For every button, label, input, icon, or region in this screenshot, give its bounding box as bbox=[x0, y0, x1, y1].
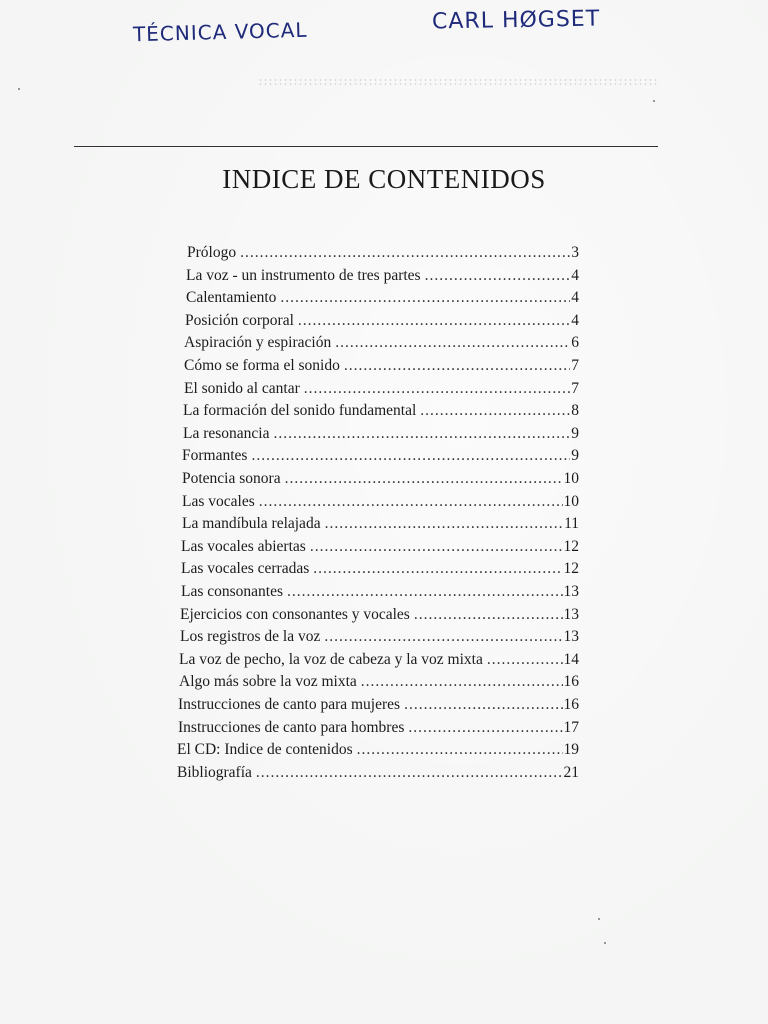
toc-entry-label: Ejercicios con consonantes y vocales bbox=[180, 605, 410, 623]
toc-entry-page: 13 bbox=[563, 628, 579, 646]
toc-leader-dots bbox=[335, 332, 570, 354]
scan-mark bbox=[18, 88, 20, 90]
toc-entry-label: La formación del sonido fundamental bbox=[183, 402, 417, 420]
toc-entry-label: La voz - un instrumento de tres partes bbox=[186, 266, 421, 284]
toc-entry bbox=[177, 762, 579, 784]
toc-entry bbox=[183, 400, 579, 422]
toc-leader-dots bbox=[251, 445, 570, 467]
toc-leader-dots bbox=[414, 604, 563, 626]
toc-leader-dots bbox=[361, 671, 563, 693]
toc-entry-label: La mandíbula relajada bbox=[182, 515, 321, 533]
toc-entry-page: 21 bbox=[563, 763, 579, 781]
toc-leader-dots bbox=[487, 649, 563, 671]
toc-leader-dots bbox=[425, 265, 571, 287]
toc-entry bbox=[184, 378, 579, 400]
toc-leader-dots bbox=[310, 536, 563, 558]
toc-entry-page: 13 bbox=[563, 583, 579, 600]
toc-entry-label: Las vocales bbox=[182, 492, 255, 510]
toc-entry-label: Formantes bbox=[182, 447, 248, 465]
toc-entry-page: 7 bbox=[571, 379, 579, 397]
toc-entry-label: La voz de pecho, la voz de cabeza y la voz mixta bbox=[179, 650, 483, 668]
toc-leader-dots bbox=[324, 626, 562, 648]
toc-entry-page: 3 bbox=[571, 244, 579, 261]
toc-entry-page: 10 bbox=[563, 470, 579, 487]
toc-leader-dots bbox=[344, 355, 570, 377]
toc-entry-label: Los registros de la voz bbox=[180, 628, 321, 646]
toc-entry-page: 10 bbox=[563, 492, 579, 510]
toc-entry bbox=[184, 332, 579, 354]
scan-mark bbox=[604, 942, 606, 944]
toc-entry-page: 14 bbox=[563, 650, 579, 668]
handwritten-note-right: CARL HØGSET bbox=[431, 6, 601, 35]
toc-entry bbox=[186, 265, 579, 287]
toc-entry-page: 6 bbox=[571, 334, 579, 352]
toc-leader-dots bbox=[259, 491, 563, 513]
scan-mark bbox=[653, 100, 655, 102]
toc-leader-dots bbox=[285, 468, 563, 490]
toc-entry-page: 9 bbox=[571, 447, 579, 465]
toc-entry-label: El CD: Indice de contenidos bbox=[177, 741, 353, 759]
scan-speckle bbox=[258, 78, 658, 86]
toc-leader-dots bbox=[274, 423, 571, 445]
toc-leader-dots bbox=[298, 310, 570, 332]
toc-entry bbox=[182, 445, 579, 467]
toc-entry bbox=[180, 604, 579, 626]
toc-entry-page: 12 bbox=[563, 537, 579, 555]
toc-entry-page: 7 bbox=[571, 357, 579, 374]
toc-entry-label: Las vocales abiertas bbox=[181, 537, 306, 555]
toc-entry bbox=[179, 671, 579, 693]
toc-entry-label: Instrucciones de canto para hombres bbox=[178, 718, 405, 736]
scan-mark bbox=[598, 918, 600, 920]
toc-entry-label: Calentamiento bbox=[186, 289, 277, 307]
toc-entry bbox=[181, 536, 579, 558]
toc-entry-page: 17 bbox=[563, 718, 579, 736]
header-rule bbox=[74, 146, 658, 147]
toc-entry-page: 19 bbox=[563, 741, 579, 759]
toc-entry bbox=[180, 626, 579, 648]
toc-leader-dots bbox=[357, 739, 563, 761]
toc-entry bbox=[183, 423, 579, 445]
toc-entry-page: 4 bbox=[571, 266, 579, 284]
toc-leader-dots bbox=[280, 287, 570, 309]
toc-entry-page: 16 bbox=[563, 696, 579, 713]
toc-entry-label: Aspiración y espiración bbox=[184, 334, 332, 352]
toc-leader-dots bbox=[313, 558, 562, 580]
toc-entry bbox=[178, 694, 579, 716]
toc-entry-label: Las vocales cerradas bbox=[181, 560, 310, 578]
toc-entry bbox=[182, 513, 579, 535]
toc-entry-page: 12 bbox=[563, 560, 579, 578]
toc-entry bbox=[182, 468, 579, 490]
toc-entry bbox=[179, 649, 579, 671]
toc-entry-label: Cómo se forma el sonido bbox=[184, 357, 340, 374]
toc-entry-label: La resonancia bbox=[183, 424, 270, 442]
toc-entry-page: 8 bbox=[571, 402, 579, 420]
toc-entry bbox=[184, 355, 579, 377]
toc-leader-dots bbox=[408, 717, 562, 739]
toc-leader-dots bbox=[287, 581, 562, 603]
toc-entry-label: Potencia sonora bbox=[182, 470, 281, 487]
toc-entry-page: 4 bbox=[571, 311, 579, 329]
toc-entry-label: Instrucciones de canto para mujeres bbox=[178, 696, 401, 713]
toc-entry bbox=[177, 739, 579, 761]
toc-entry bbox=[181, 558, 579, 580]
toc-entry-label: El sonido al cantar bbox=[184, 379, 300, 397]
page-title: INDICE DE CONTENIDOS bbox=[222, 164, 546, 194]
toc-entry-page: 4 bbox=[571, 289, 579, 307]
toc-entry bbox=[185, 310, 579, 332]
toc-entry-label: Las consonantes bbox=[181, 583, 284, 600]
toc-leader-dots bbox=[304, 378, 570, 400]
toc-entry-page: 9 bbox=[571, 424, 579, 442]
toc-entry-page: 16 bbox=[563, 673, 579, 691]
toc-entry bbox=[187, 242, 579, 264]
toc-entry-label: Algo más sobre la voz mixta bbox=[179, 673, 357, 691]
toc-leader-dots bbox=[256, 762, 563, 784]
toc-leader-dots bbox=[420, 400, 570, 422]
toc-entry bbox=[186, 287, 579, 309]
handwritten-note-left: TÉCNICA VOCAL bbox=[132, 17, 308, 47]
toc-leader-dots bbox=[325, 513, 563, 535]
toc-entry bbox=[181, 581, 579, 603]
toc-entry-label: Posición corporal bbox=[185, 311, 294, 329]
toc-entry-page: 13 bbox=[563, 605, 579, 623]
toc-entry-page: 11 bbox=[564, 515, 579, 533]
toc-entry-label: Prólogo bbox=[187, 244, 237, 261]
toc-entry bbox=[182, 491, 579, 513]
toc-entry bbox=[178, 717, 579, 739]
toc-entry-label: Bibliografía bbox=[177, 763, 252, 781]
toc-leader-dots bbox=[240, 242, 570, 264]
toc-leader-dots bbox=[404, 694, 562, 716]
